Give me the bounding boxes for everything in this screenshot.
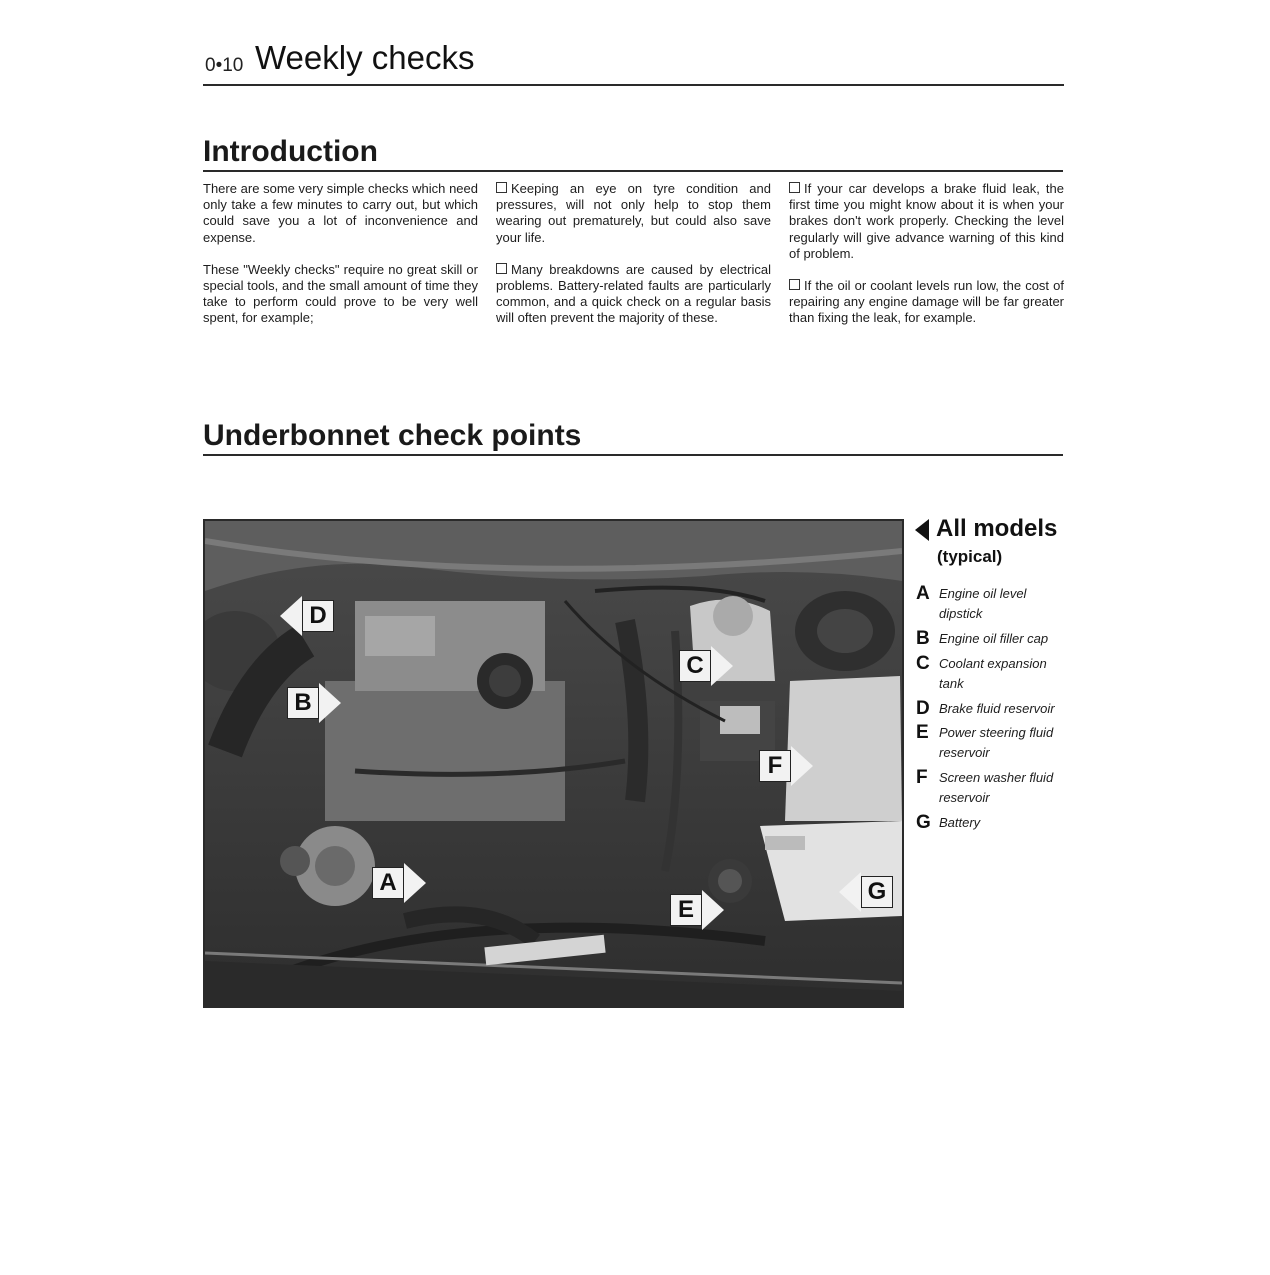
callout-letter: B — [287, 687, 319, 719]
page-number: 0•10 — [205, 55, 244, 76]
callout-c — [679, 650, 739, 682]
legend-letter: A — [916, 583, 930, 604]
callout-letter: F — [759, 750, 791, 782]
intro-bullet-text: If your car develops a brake fluid leak, the first time you might know about it is when your brakes don't work properly. Checking the level regularly will give advance warning of this kind of problem. — [789, 181, 1064, 261]
intro-bullet-text: Many breakdowns are caused by electrical problems. Battery-related faults are particularly common, and a quick check on a regular basis will often prevent the majority of these. — [496, 261, 771, 326]
intro-paragraph: These "Weekly checks" require no great skill or special tools, and the small amount of time they take to perform could prove to be very well spent, for example; — [203, 261, 478, 326]
checkbox-icon — [789, 279, 800, 290]
arrow-left-icon — [280, 596, 302, 636]
callout-letter: E — [670, 894, 702, 926]
legend-letter: D — [916, 698, 930, 719]
callout-letter: D — [302, 600, 334, 632]
arrow-right-icon — [404, 863, 426, 903]
legend-text: Power steering fluid reservoir — [939, 725, 1054, 760]
intro-bullet — [789, 278, 1064, 327]
checkbox-icon — [789, 182, 800, 193]
triangle-left-icon — [915, 519, 929, 541]
page-title: Weekly checks — [255, 39, 475, 76]
intro-bullet — [496, 181, 771, 246]
callout-letter: C — [679, 650, 711, 682]
callout-b — [287, 687, 347, 719]
arrow-right-icon — [319, 683, 341, 723]
legend-text: Screen washer fluid reservoir — [939, 770, 1054, 805]
legend-letter: E — [916, 722, 929, 743]
arrow-right-icon — [702, 890, 724, 930]
legend-title: All models — [936, 515, 1058, 542]
legend-text: Battery — [939, 815, 981, 830]
intro-bullet-text: Keeping an eye on tyre condition and pressures, will not only help to stop them wearing out prematurely, but could also save your life. — [496, 181, 771, 245]
intro-bullet — [496, 262, 771, 327]
intro-bullet — [789, 181, 1064, 262]
engine-bay-photo — [203, 519, 904, 1008]
legend-letter: C — [916, 653, 930, 674]
intro-bullet-text: If the oil or coolant levels run low, the cost of repairing any engine damage will be far greater than fixing the leak, for example. — [789, 278, 1064, 326]
introduction-heading: Introduction — [203, 135, 1063, 172]
legend-letter: G — [916, 812, 931, 833]
arrow-left-icon — [839, 872, 861, 912]
intro-paragraph: There are some very simple checks which need only take a few minutes to carry out, but which could save you a lot of inconvenience and expense. — [203, 181, 478, 245]
callout-a — [372, 867, 432, 899]
arrow-right-icon — [711, 646, 733, 686]
legend-text: Engine oil filler cap — [939, 631, 1049, 646]
legend-letter: F — [916, 767, 928, 788]
page-header — [203, 36, 1064, 86]
checkbox-icon — [496, 182, 507, 193]
legend-text: Brake fluid reservoir — [939, 701, 1055, 716]
intro-column-2 — [496, 181, 771, 343]
checkbox-icon — [496, 263, 507, 274]
arrow-right-icon — [791, 746, 813, 786]
legend-subtitle: (typical) — [937, 547, 1003, 566]
legend-letter: B — [916, 628, 930, 649]
underbonnet-heading: Underbonnet check points — [203, 419, 1063, 456]
intro-column-3 — [789, 181, 1064, 343]
legend-text: Engine oil level dipstick — [939, 586, 1027, 621]
callout-e — [670, 894, 730, 926]
callout-d — [280, 600, 340, 632]
legend-text: Coolant expansion tank — [939, 656, 1047, 691]
intro-column-1 — [203, 181, 478, 343]
callout-letter: A — [372, 867, 404, 899]
callout-letter: G — [861, 876, 893, 908]
callout-f — [759, 750, 819, 782]
callout-g — [839, 876, 899, 908]
